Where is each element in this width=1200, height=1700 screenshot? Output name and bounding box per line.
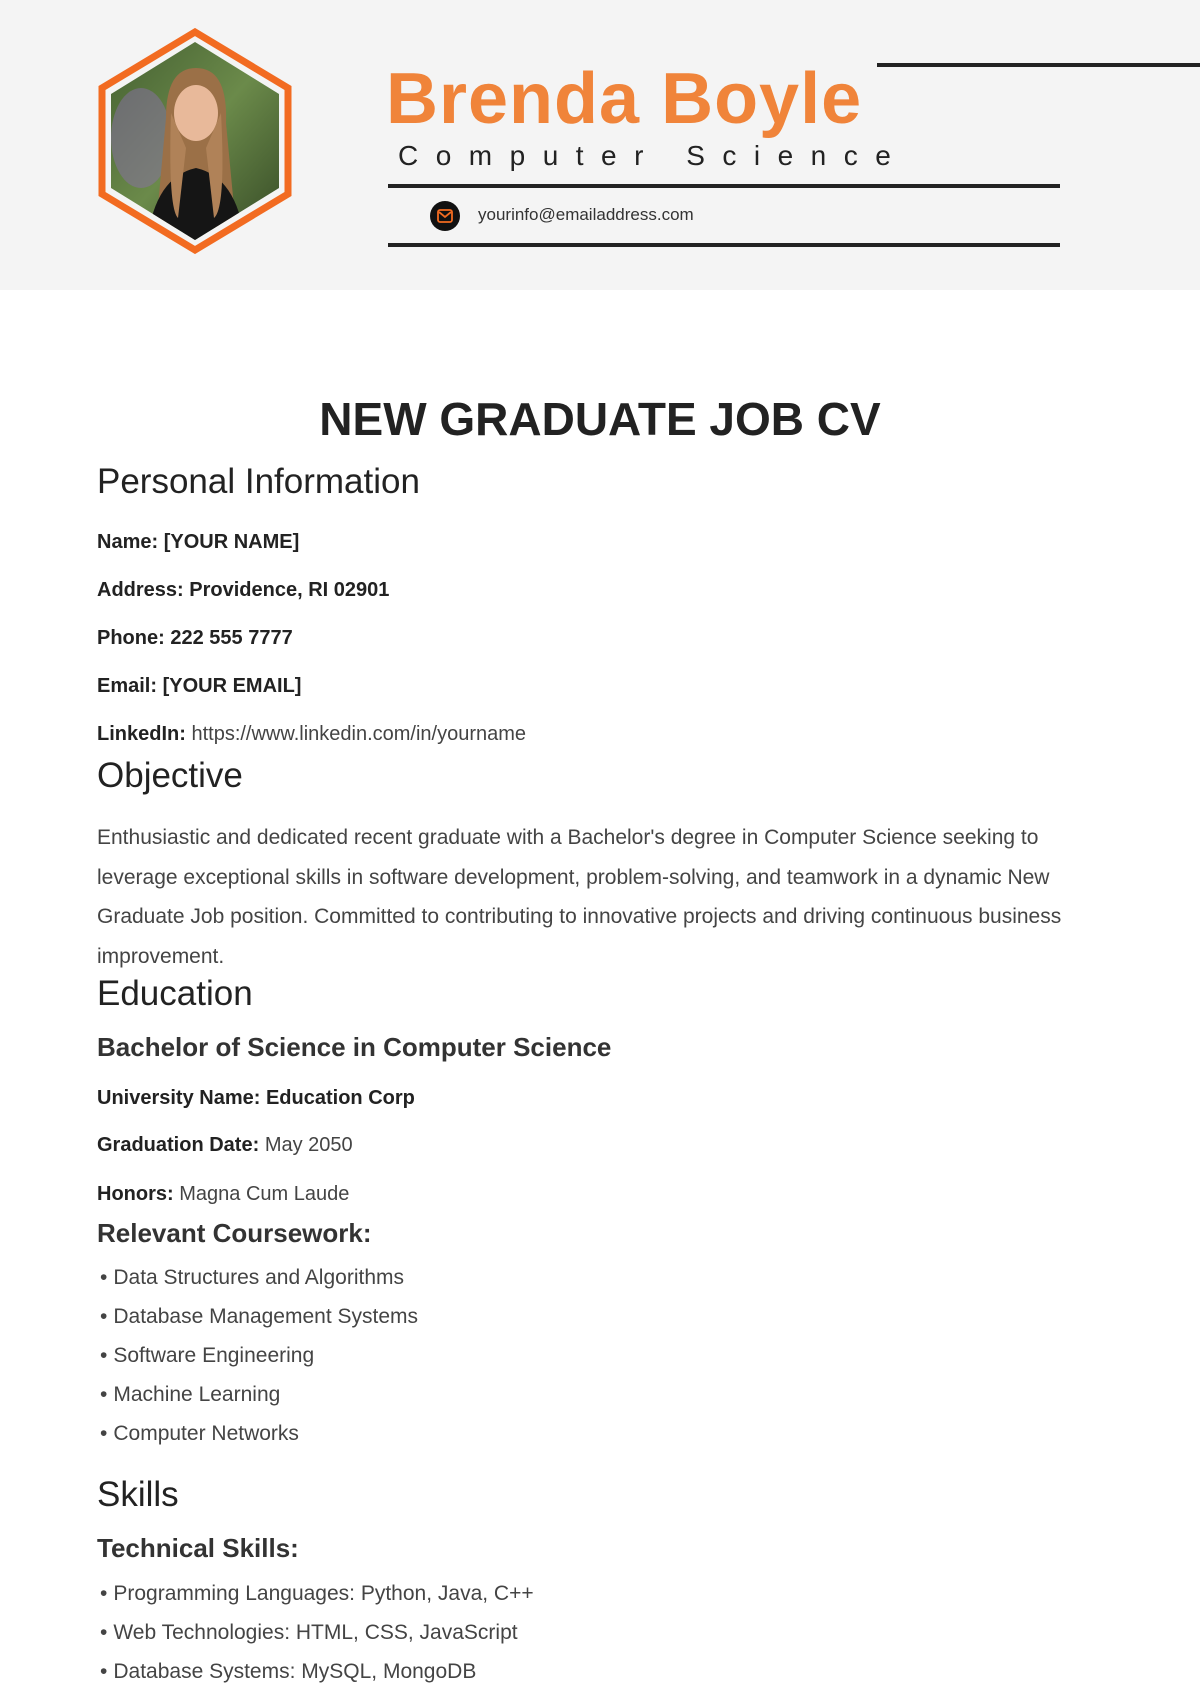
- list-item: • Software Engineering: [100, 1344, 315, 1367]
- list-item: • Machine Learning: [100, 1383, 281, 1406]
- info-email: [97, 675, 301, 698]
- item-text: Web Technologies: HTML, CSS, JavaScript: [113, 1621, 518, 1644]
- page-title: NEW GRADUATE JOB CV: [319, 393, 881, 445]
- label: Name:: [97, 531, 159, 553]
- label: LinkedIn:: [97, 723, 186, 745]
- info-phone: [97, 627, 293, 650]
- coursework-heading: Relevant Coursework:: [97, 1218, 372, 1248]
- list-item: • Programming Languages: Python, Java, C++: [100, 1582, 534, 1605]
- objective-heading: Objective: [97, 756, 243, 795]
- degree-title: Bachelor of Science in Computer Science: [97, 1032, 612, 1062]
- value: Education Corp: [265, 1087, 415, 1109]
- value: [YOUR EMAIL]: [162, 675, 302, 697]
- edu-graduation: [97, 1134, 353, 1157]
- item-text: Computer Networks: [113, 1422, 299, 1445]
- linkedin-link[interactable]: https://www.linkedin.com/in/yourname: [191, 723, 527, 745]
- label: Phone:: [97, 627, 165, 649]
- value: 222 555 7777: [170, 627, 293, 649]
- item-text: Machine Learning: [113, 1383, 281, 1406]
- edu-university: [97, 1087, 415, 1110]
- item-text: Database Management Systems: [113, 1305, 419, 1328]
- skills-heading: Skills: [97, 1475, 179, 1514]
- divider-top-right: [877, 63, 1200, 67]
- label: Honors:: [97, 1183, 174, 1205]
- edu-honors: [97, 1183, 349, 1206]
- list-item: • Database Systems: MySQL, MongoDB: [100, 1660, 477, 1683]
- value: [YOUR NAME]: [163, 531, 300, 553]
- list-item: • Data Structures and Algorithms: [100, 1266, 404, 1289]
- list-item: • Database Management Systems: [100, 1305, 419, 1328]
- header-email[interactable]: yourinfo@emailaddress.com: [478, 205, 694, 224]
- value: Magna Cum Laude: [179, 1183, 350, 1205]
- profile-photo: [96, 28, 294, 254]
- divider-lower: [388, 243, 1060, 247]
- label: Graduation Date:: [97, 1134, 260, 1156]
- list-item: • Computer Networks: [100, 1422, 299, 1445]
- candidate-name: Brenda Boyle: [386, 59, 863, 139]
- objective-text: Enthusiastic and dedicated recent graduate with a Bachelor's degree in Computer Science seeking to leverage exceptional skills in software development, problem-solving, and teamwork in a dynamic New Graduate Job position. Committed to contributing to innovative projects and driving continuous business improvement.: [97, 826, 1062, 968]
- personal-info-heading: Personal Information: [97, 462, 420, 501]
- item-text: Database Systems: MySQL, MongoDB: [113, 1660, 477, 1683]
- info-linkedin: [97, 723, 526, 746]
- technical-skills-heading: Technical Skills:: [97, 1533, 299, 1563]
- value: Providence, RI 02901: [189, 579, 390, 601]
- label: University Name:: [97, 1087, 261, 1109]
- email-icon: [430, 201, 460, 231]
- info-name: [97, 531, 299, 554]
- value: May 2050: [264, 1134, 353, 1156]
- education-heading: Education: [97, 974, 253, 1013]
- label: Address:: [97, 579, 184, 601]
- item-text: Software Engineering: [113, 1344, 315, 1367]
- item-text: Data Structures and Algorithms: [113, 1266, 404, 1289]
- label: Email:: [97, 675, 158, 697]
- item-text: Programming Languages: Python, Java, C++: [113, 1582, 534, 1605]
- info-address: [97, 579, 389, 602]
- candidate-role: Computer Science: [398, 140, 909, 171]
- divider-upper: [388, 184, 1060, 188]
- list-item: • Web Technologies: HTML, CSS, JavaScript: [100, 1621, 518, 1644]
